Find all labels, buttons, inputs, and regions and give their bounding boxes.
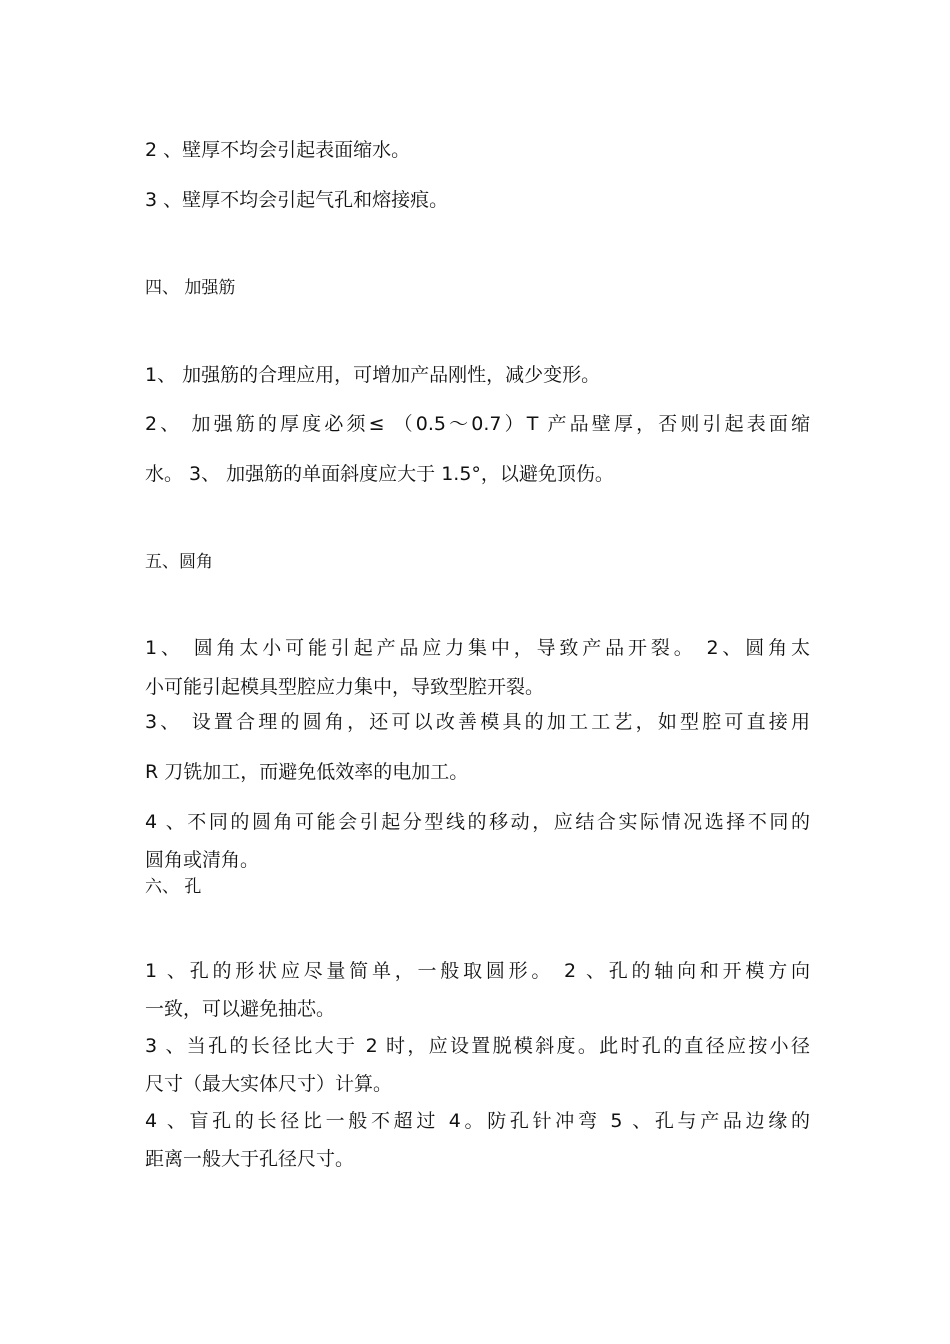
paragraph-holes-4: 尺寸（最大实体尺寸）计算。 <box>145 1073 393 1095</box>
paragraph-fillets-6: 圆角或清角。 <box>145 849 260 871</box>
paragraph-holes-3: 3 、当孔的长径比大于 2 时，应设置脱模斜度。此时孔的直径应按小径 <box>145 1035 810 1057</box>
paragraph-wall-thickness-2: 2 、壁厚不均会引起表面缩水。 <box>145 139 411 161</box>
paragraph-fillets-2: 小可能引起模具型腔应力集中，导致型腔开裂。 <box>145 676 545 698</box>
paragraph-holes-1: 1 、孔的形状应尽量简单，一般取圆形。 2 、孔的轴向和开模方向 <box>145 960 810 982</box>
paragraph-holes-6: 距离一般大于孔径尺寸。 <box>145 1148 355 1170</box>
paragraph-ribs-2: 2、 加强筋的厚度必须≤ （0.5～0.7）T 产品壁厚，否则引起表面缩 <box>145 413 810 435</box>
paragraph-wall-thickness-3: 3 、壁厚不均会引起气孔和熔接痕。 <box>145 189 449 211</box>
paragraph-fillets-3: 3、 设置合理的圆角，还可以改善模具的加工工艺，如型腔可直接用 <box>145 711 810 733</box>
paragraph-holes-5: 4 、盲孔的长径比一般不超过 4。防孔针冲弯 5 、孔与产品边缘的 <box>145 1110 810 1132</box>
heading-ribs: 四、 加强筋 <box>145 278 236 298</box>
paragraph-ribs-1: 1、 加强筋的合理应用，可增加产品刚性，减少变形。 <box>145 364 601 386</box>
paragraph-holes-2: 一致，可以避免抽芯。 <box>145 998 336 1020</box>
paragraph-fillets-5: 4 、不同的圆角可能会引起分型线的移动，应结合实际情况选择不同的 <box>145 811 810 833</box>
heading-holes: 六、 孔 <box>145 877 202 897</box>
paragraph-fillets-1: 1、 圆角太小可能引起产品应力集中，导致产品开裂。 2、圆角太 <box>145 637 810 659</box>
heading-fillets: 五、圆角 <box>145 552 213 572</box>
paragraph-ribs-3: 水。 3、 加强筋的单面斜度应大于 1.5°，以避免顶伤。 <box>145 463 614 485</box>
paragraph-fillets-4: R 刀铣加工，而避免低效率的电加工。 <box>145 761 469 783</box>
